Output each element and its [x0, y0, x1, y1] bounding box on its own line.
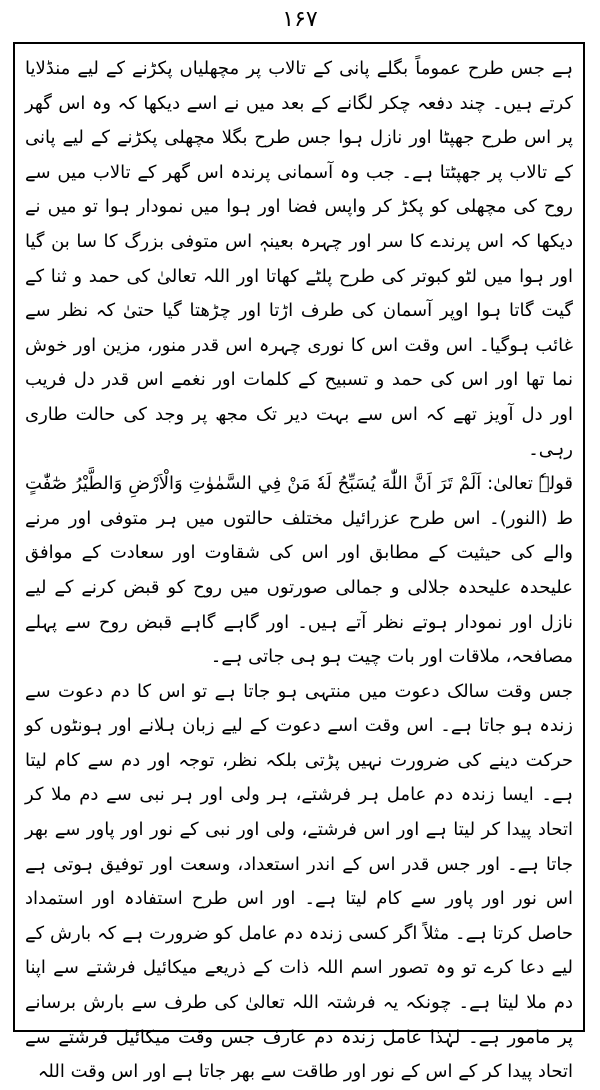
- paragraph-3: جس وقت سالک دعوت میں منتہی ہو جاتا ہے تو اس کا دم دعوت سے زندہ ہو جاتا ہے۔ اس وقت اسے دعوت کے لیے زبان ہلانے اور ہونٹوں کو حرکت دینے کی ضرورت نہیں پڑتی بلکہ نظر، توجہ اور دم سے کام لیتا ہے۔ ایسا زندہ دم عامل ہر فرشتے، ہر ولی اور ہر نبی سے دم ملا کر اتحاد پیدا کر لیتا ہے اور اس فرشتے، ولی اور نبی کے نور اور پاور سے بھر جاتا ہے۔ اور جس قدر اس کے اندر استعداد، وسعت اور توفیق ہوتی ہے اس نور اور پاور سے کام لیتا ہے۔ اور اس طرح استفادہ اور استمداد حاصل کرتا ہے۔ مثلاً اگر کسی زندہ دم عامل کو ضرورت ہے کہ بارش کے لیے دعا کرے تو وہ تصور اسم اللہ ذات کے ذریعے میکائیل فرشتے سے اپنا دم ملا لیتا ہے۔ چونکہ یہ فرشتہ اللہ تعالیٰ کی طرف سے بارش برسانے پر مامور ہے۔ لہٰذا عامل زندہ دم عارف جس وقت میکائیل فرشتے سے اتحاد پیدا کر کے اس کے نور اور طاقت سے بھر جاتا ہے اور اس وقت اللہ: [25, 680, 573, 1083]
- paragraph-1: ہے جس طرح عموماً بگلے پانی کے تالاب پر مچھلیاں پکڑنے کے لیے منڈلایا کرتے ہیں۔ چند دفعہ چکر لگانے کے بعد میں نے اسے دیکھا کہ وہ اس گھر پر اس طرح جھپٹا اور نازل ہوا جس طرح بگلا مچھلی پکڑنے کے لیے پانی کے تالاب پر جھپٹتا ہے۔ جب وہ آسمانی پرندہ اس گھر کے تالاب میں سے روح کی مچھلی کو پکڑ کر واپس فضا اور ہوا میں نمودار ہوا تو میں نے دیکھا کہ اس پرندے کا سر اور چہرہ بعینہٖ اس متوفی بزرگ کا سا بن گیا اور ہوا میں لٹو کبوتر کی طرح پلٹے کھاتا اور اللہ تعالیٰ کی حمد و ثنا کے گیت گاتا ہوا اوپر آسمان کی طرف اڑتا اور چڑھتا گیا حتیٰ کہ نظر سے غائب ہوگیا۔ اس وقت اس کا نوری چہرہ اس قدر منور، مزین اور خوش نما تھا اور اس کی حمد و تسبیح کے کلمات اور نغمے اس قدر دل فریب اور دل آویز تھے کہ اس سے بہت دیر تک مجھ پر وجد کی حالت طاری رہی۔: [25, 58, 573, 460]
- paragraph-2: قولہٗ تعالیٰ: اَلَمْ تَرَ اَنَّ اللّٰهَ يُسَبِّحُ لَهٗ مَنْ فِي السَّمٰوٰتِ وَالْاَرْضِ وَالطَّيْرُ صٰٓفّٰتٍ ط (النور)۔ اس طرح عزرائیل مختلف حالتوں میں ہر متوفی اور مرنے والے کی حیثیت کے مطابق اور اس کی شقاوت اور سعادت کے موافق علیحدہ علیحدہ جلالی و جمالی صورتوں میں روح کو قبض کرنے کے لیے نازل اور نمودار ہوتے نظر آتے ہیں۔ اور گاہے گاہے قبض روح سے پہلے مصافحہ، ملاقات اور بات چیت ہو ہی جاتی ہے۔: [25, 473, 573, 668]
- page-number: ۱۶۷: [282, 7, 318, 32]
- body-text: [25, 52, 573, 1090]
- page-frame: [13, 42, 585, 1083]
